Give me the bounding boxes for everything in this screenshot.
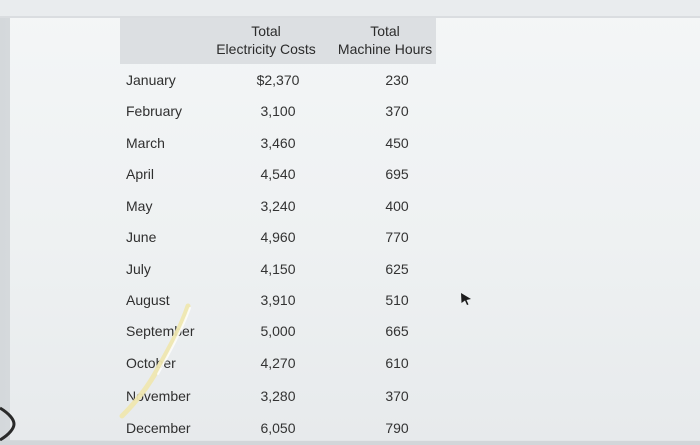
electricity-cost-cell: 3,100: [260, 103, 296, 119]
top-bar: [0, 0, 700, 16]
cut-off-shape-icon: [0, 406, 16, 442]
electricity-cost-cell: 3,280: [260, 388, 296, 404]
machine-hours-cell: 665: [385, 323, 409, 339]
electricity-cost-cell: 3,910: [260, 292, 296, 308]
machine-hours-cell: 230: [385, 72, 409, 88]
machine-hours-cell: 510: [385, 292, 409, 308]
electricity-cost-cell: 6,050: [260, 420, 296, 436]
month-cell: November: [126, 388, 191, 404]
machine-hours-cell: 610: [385, 355, 409, 371]
header-machine-hours: Total Machine Hours: [337, 23, 433, 57]
machine-hours-cell: 770: [385, 229, 409, 245]
mouse-pointer-icon: [459, 292, 473, 306]
month-cell: October: [126, 355, 176, 371]
month-cell: August: [126, 292, 170, 308]
electricity-cost-cell: 4,540: [260, 166, 296, 182]
electricity-cost-cell: 4,270: [260, 355, 296, 371]
month-cell: January: [126, 72, 176, 88]
month-cell: February: [126, 103, 183, 119]
month-cell: December: [126, 420, 191, 436]
machine-hours-cell: 370: [385, 388, 409, 404]
machine-hours-cell: 790: [385, 420, 409, 436]
electricity-cost-cell: $2,370: [256, 72, 300, 88]
month-cell: June: [126, 229, 157, 245]
month-cell: March: [126, 135, 165, 151]
month-cell: May: [126, 198, 153, 214]
electricity-cost-cell: 3,460: [260, 135, 296, 151]
machine-hours-cell: 450: [385, 135, 409, 151]
bottom-edge: [0, 441, 700, 445]
electricity-cost-cell: 4,960: [260, 229, 296, 245]
machine-hours-cell: 695: [385, 166, 409, 182]
machine-hours-cell: 400: [385, 198, 409, 214]
header-electricity-costs: Total Electricity Costs: [216, 23, 316, 57]
machine-hours-cell: 370: [385, 103, 409, 119]
electricity-cost-cell: 3,240: [260, 198, 296, 214]
machine-hours-cell: 625: [385, 261, 409, 277]
electricity-cost-cell: 5,000: [260, 323, 296, 339]
month-cell: July: [126, 261, 151, 277]
month-cell: April: [126, 166, 155, 182]
electricity-cost-cell: 4,150: [260, 261, 296, 277]
pen-stroke-mark: [110, 300, 200, 420]
month-cell: September: [126, 323, 195, 339]
